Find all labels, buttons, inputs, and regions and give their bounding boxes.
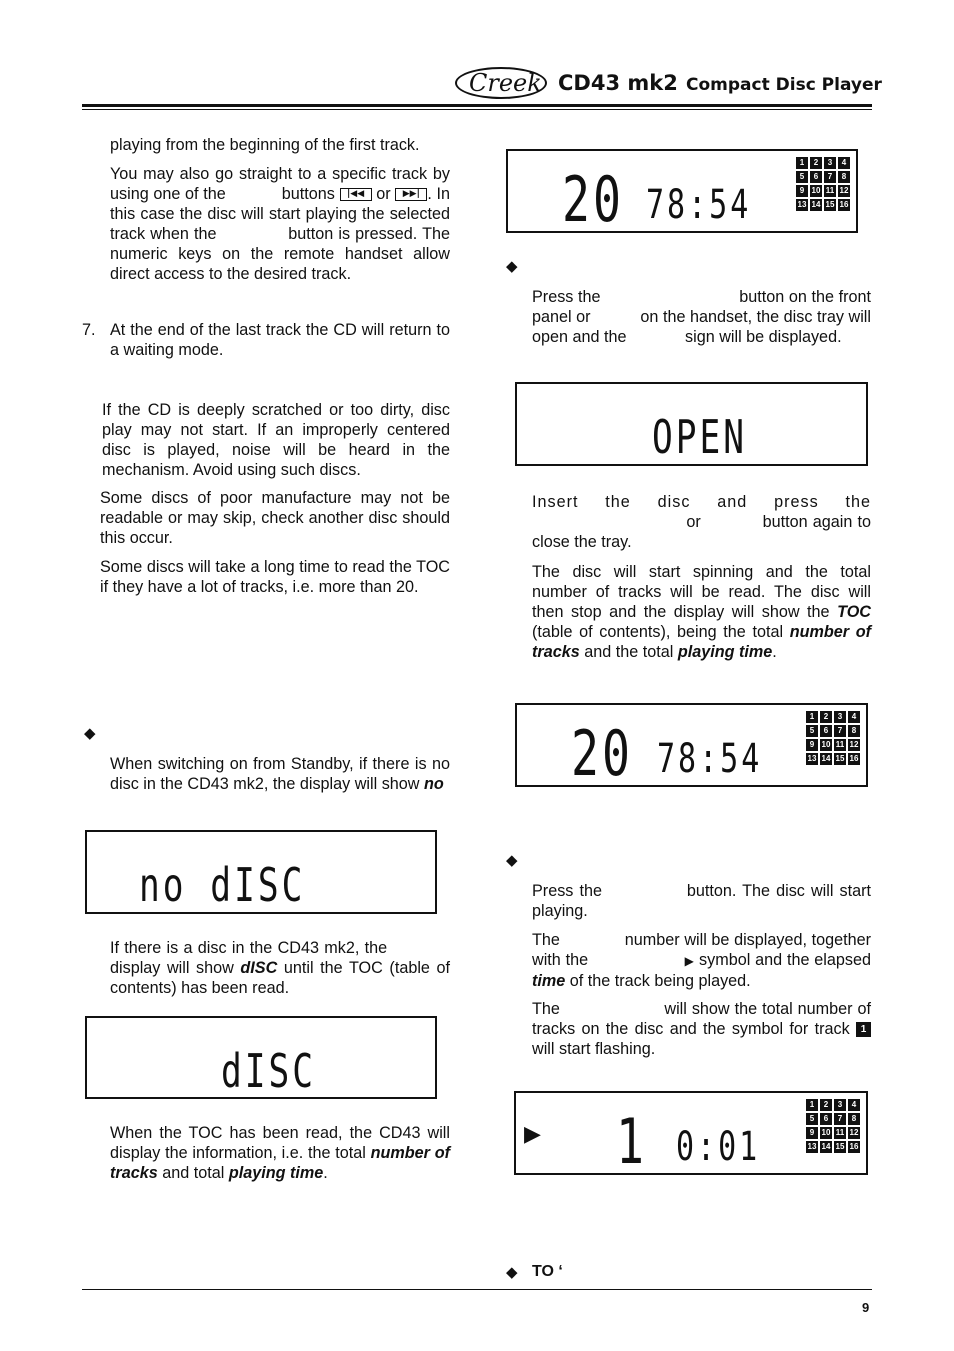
lcd-display-open	[515, 382, 868, 466]
text: .	[772, 643, 777, 661]
insert-paragraph	[532, 492, 871, 552]
bullet-diamond-icon: ◆	[506, 258, 518, 275]
text: and total	[162, 1164, 225, 1182]
text: number of tracks	[110, 1144, 451, 1182]
track-indicator: 8	[848, 725, 860, 737]
brand-logo	[455, 67, 547, 99]
toc-paragraph	[110, 1123, 450, 1183]
text: of the track being played.	[569, 972, 751, 990]
track-indicator: 2	[820, 1099, 832, 1111]
note-2: Some discs of poor manufacture may not be readable or may skip, check another disc should this occur.	[100, 489, 450, 547]
text: sign will be displayed.	[685, 328, 842, 346]
left-paragraph-1	[110, 135, 450, 155]
list-item-7-number: 7.	[82, 321, 96, 339]
track-indicator: 3	[834, 711, 846, 723]
text: number of tracks	[532, 623, 871, 661]
disc-paragraph	[110, 938, 450, 998]
lcd-track-number: 1	[616, 1105, 647, 1178]
text: button. The disc will start playing.	[532, 882, 871, 920]
text: or	[376, 185, 391, 203]
track-indicator: 10	[821, 740, 831, 749]
lcd-display-disc	[85, 1016, 437, 1099]
lcd-total-time: 78:54	[657, 736, 763, 782]
track-indicator: 14	[821, 754, 831, 763]
track-indicator: 12	[849, 740, 859, 749]
track-indicator: 1	[806, 1099, 818, 1111]
text: TOC	[837, 603, 871, 621]
brand-logo-text: Creek	[469, 69, 542, 97]
track-indicator: 7	[834, 1113, 846, 1125]
text: . In this case the disc will start playing the selected track when the	[110, 185, 450, 243]
track-indicator: 5	[806, 1113, 818, 1125]
text: and the total	[584, 643, 674, 661]
track-1-symbol-icon: 1	[856, 1022, 871, 1037]
track-indicator: 1	[806, 711, 818, 723]
text: When the TOC has been read, the CD43 will display the information, i.e. the total	[110, 1124, 450, 1162]
track-indicator: 6	[820, 725, 832, 737]
track-indicator: 3	[834, 1099, 846, 1111]
lcd-text: OPEN	[652, 410, 748, 464]
track-indicator: 11	[835, 1128, 845, 1137]
header-rule-thin	[82, 109, 872, 110]
track-indicator: 11	[825, 186, 835, 195]
lcd-display-no-disc	[85, 830, 437, 914]
track-indicator: 12	[839, 186, 849, 195]
lcd-display-toc-2	[515, 703, 868, 790]
show-paragraph	[532, 999, 871, 1059]
text: no	[424, 775, 444, 793]
lcd-text: dISC	[221, 1044, 317, 1098]
lcd-display-toc-1	[506, 149, 858, 236]
text: If there is a disc in the CD43 mk2, the	[110, 939, 388, 957]
track-indicator: 9	[806, 1127, 818, 1139]
lcd-track-count: 20	[562, 163, 624, 236]
text: on the handset, the disc tray will open and the	[532, 308, 871, 346]
model-title: CD43 mk2	[558, 71, 678, 95]
track-indicator: 12	[849, 1128, 859, 1137]
number-paragraph	[532, 930, 871, 991]
open-paragraph	[532, 287, 871, 347]
track-indicator: 16	[839, 200, 849, 209]
lcd-play-icon: ▶	[524, 1121, 541, 1146]
text: display will show	[110, 959, 234, 977]
play-paragraph	[532, 881, 871, 921]
text: will show the total number of tracks on the disc and the symbol for track	[532, 1000, 871, 1038]
lcd-elapsed-time: 0:01	[676, 1124, 761, 1170]
lcd-track-count: 20	[571, 717, 633, 790]
text: symbol and the elapsed	[699, 951, 871, 969]
product-title: Compact Disc Player	[686, 75, 882, 95]
text: The disc will start spinning and the total number of tracks will be read. The disc will then stop and the display will show the	[532, 563, 871, 621]
track-indicator: 15	[835, 754, 845, 763]
header-rule	[82, 104, 872, 107]
text: dISC	[240, 959, 278, 977]
track-indicator: 15	[825, 200, 835, 209]
text: buttons	[281, 185, 335, 203]
track-indicator: 6	[820, 1113, 832, 1125]
track-indicator: 5	[796, 171, 808, 183]
text: button is pressed. The numeric keys on the remote handset allow direct access to the desired track.	[110, 225, 450, 283]
track-grid	[806, 711, 860, 765]
track-grid	[806, 1099, 860, 1153]
bullet-diamond-icon: ◆	[84, 725, 96, 742]
track-indicator: 16	[849, 1142, 859, 1151]
text: playing time	[228, 1164, 324, 1182]
text: number	[624, 931, 680, 949]
track-indicator: 16	[849, 754, 859, 763]
track-indicator: 14	[811, 200, 821, 209]
play-symbol-icon: ▶	[684, 954, 695, 968]
track-indicator: 11	[835, 740, 845, 749]
track-indicator: 7	[834, 725, 846, 737]
text: button on the front panel or	[532, 288, 871, 326]
lcd-display-playing	[514, 1091, 868, 1178]
track-indicator: 14	[821, 1142, 831, 1151]
track-indicator: 10	[811, 186, 821, 195]
track-indicator: 3	[824, 157, 836, 169]
track-indicator: 10	[821, 1128, 831, 1137]
track-indicator: 8	[838, 171, 850, 183]
section-heading: TO ‘	[532, 1263, 563, 1280]
text: will start flashing.	[532, 1040, 656, 1058]
text: You may also go straight to a specific track by using one of the	[110, 165, 450, 203]
text: or	[686, 513, 701, 531]
track-indicator: 9	[806, 739, 818, 751]
previous-track-icon: |◀◀	[340, 188, 372, 201]
text: playing from the beginning of the first track.	[110, 136, 420, 154]
track-grid	[796, 157, 850, 211]
track-indicator: 2	[810, 157, 822, 169]
track-indicator: 15	[835, 1142, 845, 1151]
track-indicator: 13	[807, 754, 817, 763]
text: Press the	[532, 288, 601, 306]
track-indicator: 4	[848, 711, 860, 723]
text: The	[532, 1000, 560, 1018]
text: When switching on from Standby, if there is no disc in the CD43 mk2, the display will show	[110, 755, 450, 793]
bullet-diamond-icon: ◆	[506, 852, 518, 869]
track-indicator: 1	[796, 157, 808, 169]
text: time	[532, 972, 566, 990]
text: playing time	[677, 643, 773, 661]
text: will be displayed, together with the	[532, 931, 871, 969]
lcd-total-time: 78:54	[646, 182, 752, 228]
track-indicator: 2	[820, 711, 832, 723]
text: (table of contents), being the total	[532, 623, 784, 641]
track-indicator: 7	[824, 171, 836, 183]
text: until the TOC (table of contents) has been read.	[110, 959, 451, 997]
list-item-7: At the end of the last track the CD will return to a waiting mode.	[110, 321, 450, 359]
bullet-diamond-icon: ◆	[506, 1264, 518, 1281]
track-indicator: 8	[848, 1113, 860, 1125]
standby-paragraph	[110, 754, 450, 794]
spin-paragraph	[532, 562, 871, 662]
track-indicator: 6	[810, 171, 822, 183]
track-indicator: 13	[797, 200, 807, 209]
lcd-text: no dISC	[139, 858, 306, 912]
track-indicator: 5	[806, 725, 818, 737]
text: button again to close the tray.	[532, 513, 871, 551]
next-track-icon: ▶▶|	[395, 188, 427, 201]
text: The	[532, 931, 560, 949]
page-number: 9	[862, 1300, 870, 1315]
text: .	[323, 1164, 328, 1182]
track-indicator: 4	[838, 157, 850, 169]
left-paragraph-2	[110, 164, 450, 284]
note-3: Some discs will take a long time to read the TOC if they have a lot of tracks, i.e. more than 20.	[100, 558, 450, 596]
track-indicator: 9	[796, 185, 808, 197]
track-indicator: 4	[848, 1099, 860, 1111]
track-indicator: 13	[807, 1142, 817, 1151]
footer-rule	[82, 1289, 872, 1290]
note-1: If the CD is deeply scratched or too dirty, disc play may not start. If an improperly centered disc is played, noise will be heard in the mechanism. Avoid using such discs.	[102, 401, 450, 479]
text: Press the	[532, 882, 602, 900]
text: Insert the disc and press the	[532, 493, 871, 511]
